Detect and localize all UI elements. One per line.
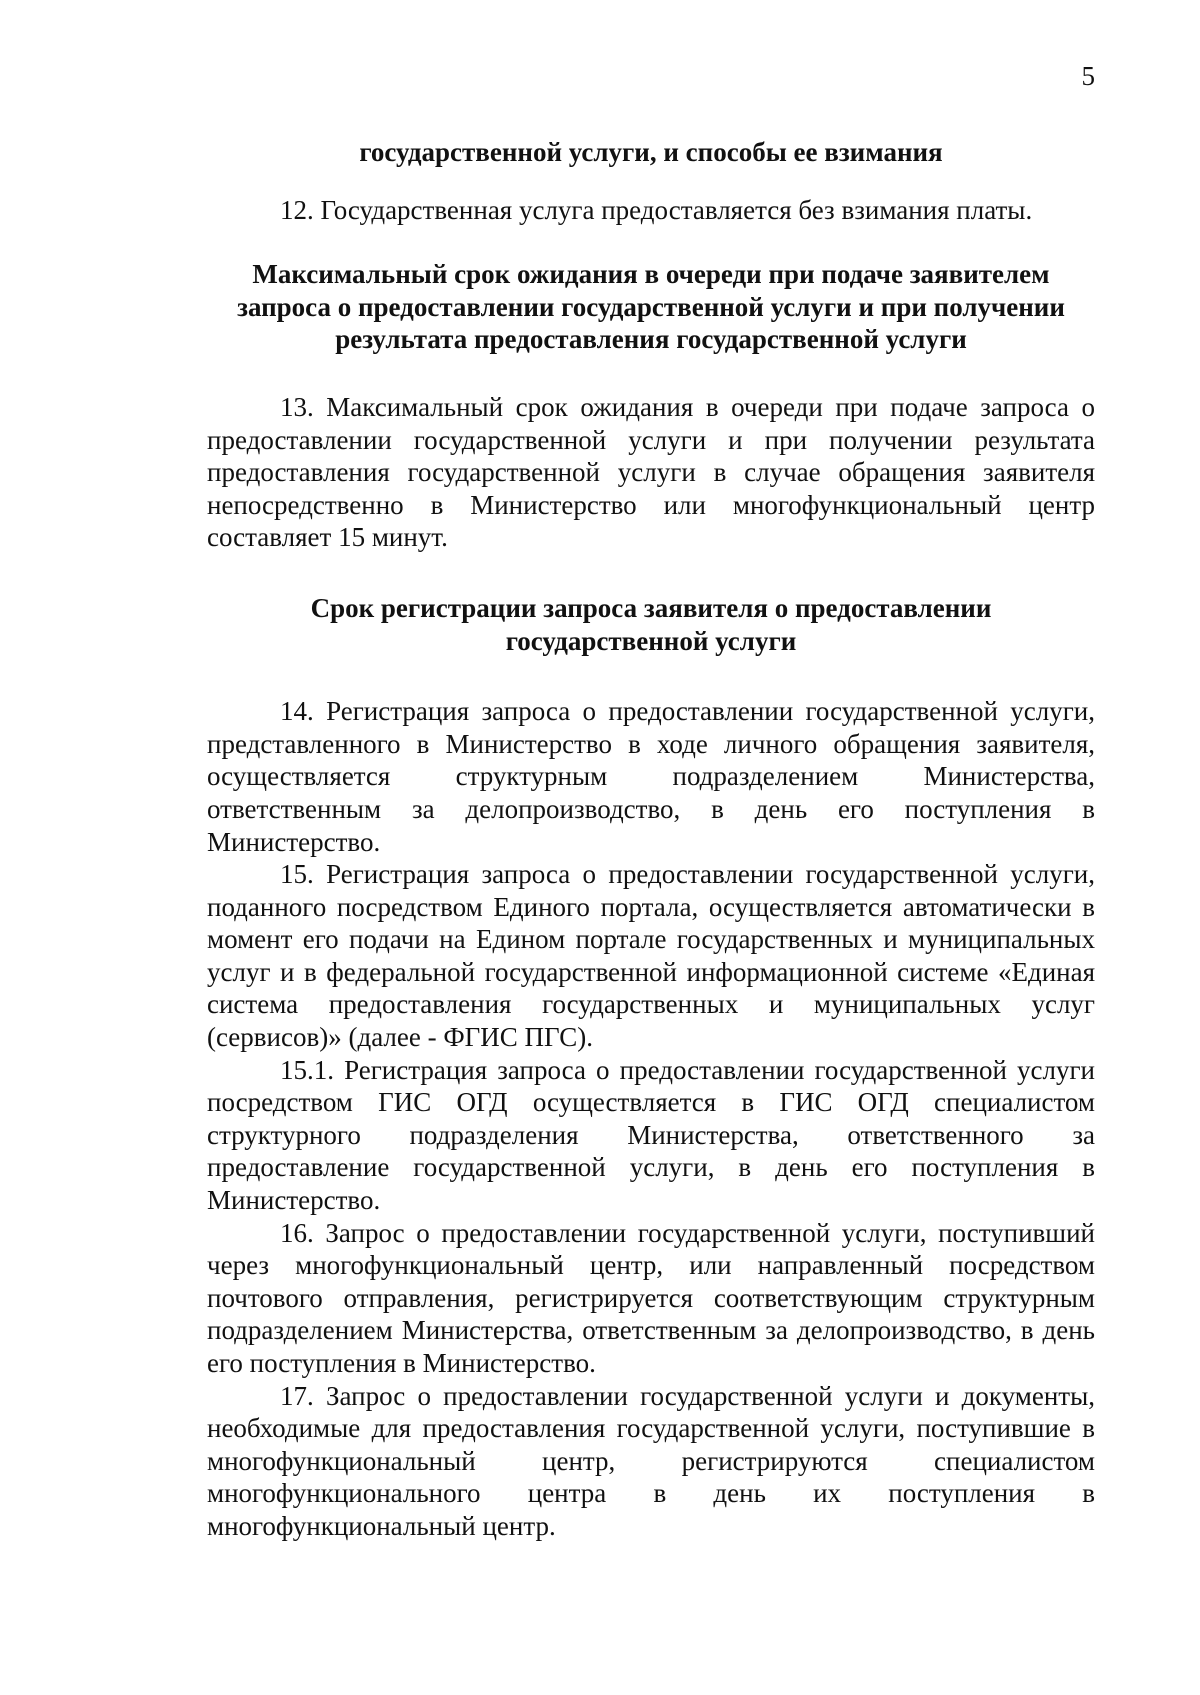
paragraph-15: 15. Регистрация запроса о предоставлении государственной услуги, поданного посредством Единого портала, осуществляется автоматически в момент его подачи на Едином портале государственных и муниципальных услуг и в федеральной государственной информационной системе «Единая система предоставления государственных и муниципальных услуг (сервисов)» (далее - ФГИС ПГС). xyxy=(207,859,1095,1053)
paragraph-12: 12. Государственная услуга предоставляется без взимания платы. xyxy=(280,194,1033,225)
section-heading-queue-time: Максимальный срок ожидания в очереди при подаче заявителем запроса о предоставлении государственной услуги и при получении результата предоставления государственной услуги xyxy=(237,259,1065,355)
page-number: 5 xyxy=(1081,61,1095,91)
section-heading-fee: государственной услуги, и способы ее взимания xyxy=(359,137,943,167)
paragraph-17: 17. Запрос о предоставлении государственной услуги и документы, необходимые для предоставления государственной услуги, поступившие в многофункциональный центр, регистрируются специалистом многофункционального центра в день их поступления в многофункциональный центр. xyxy=(207,1380,1095,1541)
section-heading-registration-time: Срок регистрации запроса заявителя о предоставлении государственной услуги xyxy=(310,592,992,656)
paragraph-13: 13. Максимальный срок ожидания в очереди при подаче запроса о предоставлении государственной услуги и при получении результата предоставления государственной услуги в случае обращения заявителя непосредственно в Министерство или многофункциональный центр составляет 15 минут. xyxy=(207,391,1095,553)
paragraph-15-1: 15.1. Регистрация запроса о предоставлении государственной услуги посредством ГИС ОГД осуществляется в ГИС ОГД специалистом структурного подразделения Министерства, ответственного за предоставление государственной услуги, в день его поступления в Министерство. xyxy=(207,1054,1095,1216)
document-body xyxy=(207,136,1095,1543)
paragraph-16: 16. Запрос о предоставлении государственной услуги, поступивший через многофункциональный центр, или направленный посредством почтового отправления, регистрируется соответствующим структурным подразделением Министерства, ответственным за делопроизводство, в день его поступления в Министерство. xyxy=(207,1217,1095,1378)
paragraph-14: 14. Регистрация запроса о предоставлении государственной услуги, представленного в Министерство в ходе личного обращения заявителя, осуществляется структурным подразделением Министерства, ответственным за делопроизводство, в день его поступления в Министерство. xyxy=(207,696,1095,857)
